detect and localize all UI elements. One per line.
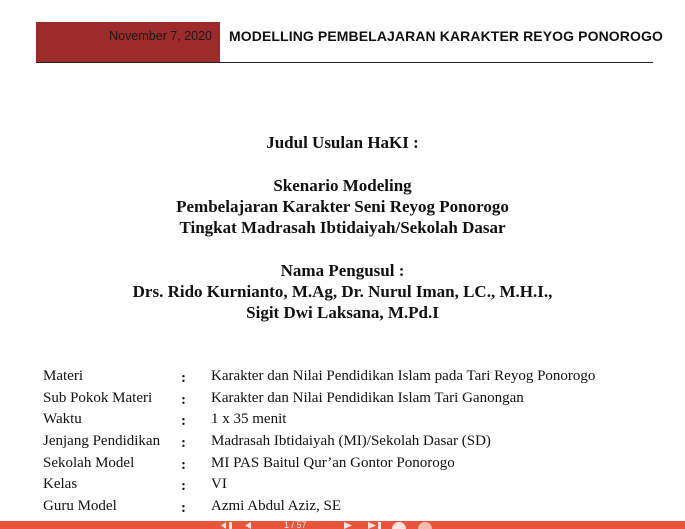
document-title [0, 175, 685, 238]
details-label: Sekolah Model [43, 454, 135, 471]
details-colon: : [181, 391, 186, 408]
details-value: 1 x 35 menit [211, 411, 287, 428]
author-block [0, 260, 685, 323]
first-page-bar-icon [229, 522, 232, 529]
details-label: Kelas [43, 476, 78, 493]
details-colon: : [181, 500, 186, 517]
details-colon: : [181, 435, 186, 452]
details-value: Karakter dan Nilai Pendidikan Islam Tari Ganongan [211, 389, 524, 406]
details-value: VI [211, 476, 227, 493]
title-line: Skenario Modeling [273, 176, 412, 195]
header-date: November 7, 2020 [109, 29, 212, 43]
details-value: MI PAS Baitul Qur’an Gontor Ponorogo [211, 454, 455, 471]
details-label: Materi [43, 368, 83, 384]
page-indicator: 1 / 57 [284, 521, 307, 529]
viewer-toolbar [0, 521, 685, 529]
details-label: Waktu [43, 411, 82, 428]
first-page-icon[interactable] [221, 522, 226, 529]
details-colon: : [181, 478, 186, 495]
details-row [43, 431, 663, 453]
details-row [43, 474, 663, 496]
details-label: Guru Model [43, 498, 117, 515]
header-date-box [36, 22, 220, 62]
details-label: Jenjang Pendidikan [43, 433, 161, 450]
details-value: Azmi Abdul Aziz, SE [211, 498, 341, 515]
last-page-icon[interactable] [368, 522, 376, 529]
zoom-icon[interactable] [392, 522, 406, 529]
author-label: Nama Pengusul : [280, 261, 405, 280]
header-divider [36, 62, 653, 63]
details-label: Sub Pokok Materi [43, 389, 153, 406]
details-table [43, 366, 663, 518]
last-page-bar-icon [378, 522, 381, 529]
author-line: Drs. Rido Kurnianto, M.Ag, Dr. Nurul Iman, LC., M.H.I., [132, 282, 553, 301]
details-row [43, 496, 663, 518]
author-line: Sigit Dwi Laksana, M.Pd.I [246, 303, 439, 322]
haki-label-text: Judul Usulan HaKI : [266, 133, 419, 152]
fullscreen-icon[interactable] [418, 522, 432, 529]
header-title: MODELLING PEMBELAJARAN KARAKTER REYOG PONOROGO [229, 28, 663, 44]
details-value: Karakter dan Nilai Pendidikan Islam pada Tari Reyog Ponorogo [211, 368, 596, 384]
title-line: Pembelajaran Karakter Seni Reyog Ponorogo [176, 197, 509, 216]
title-line: Tingkat Madrasah Ibtidaiyah/Sekolah Dasar [179, 218, 506, 237]
details-value: Madrasah Ibtidaiyah (MI)/Sekolah Dasar (SD) [211, 433, 491, 450]
details-row [43, 366, 663, 388]
details-colon: : [181, 413, 186, 430]
haki-label [0, 132, 685, 153]
previous-page-icon[interactable] [245, 522, 251, 529]
details-row [43, 453, 663, 475]
details-colon: : [181, 456, 186, 473]
details-row [43, 388, 663, 410]
details-colon: : [181, 370, 186, 386]
details-row [43, 409, 663, 431]
next-page-icon[interactable] [344, 522, 352, 529]
